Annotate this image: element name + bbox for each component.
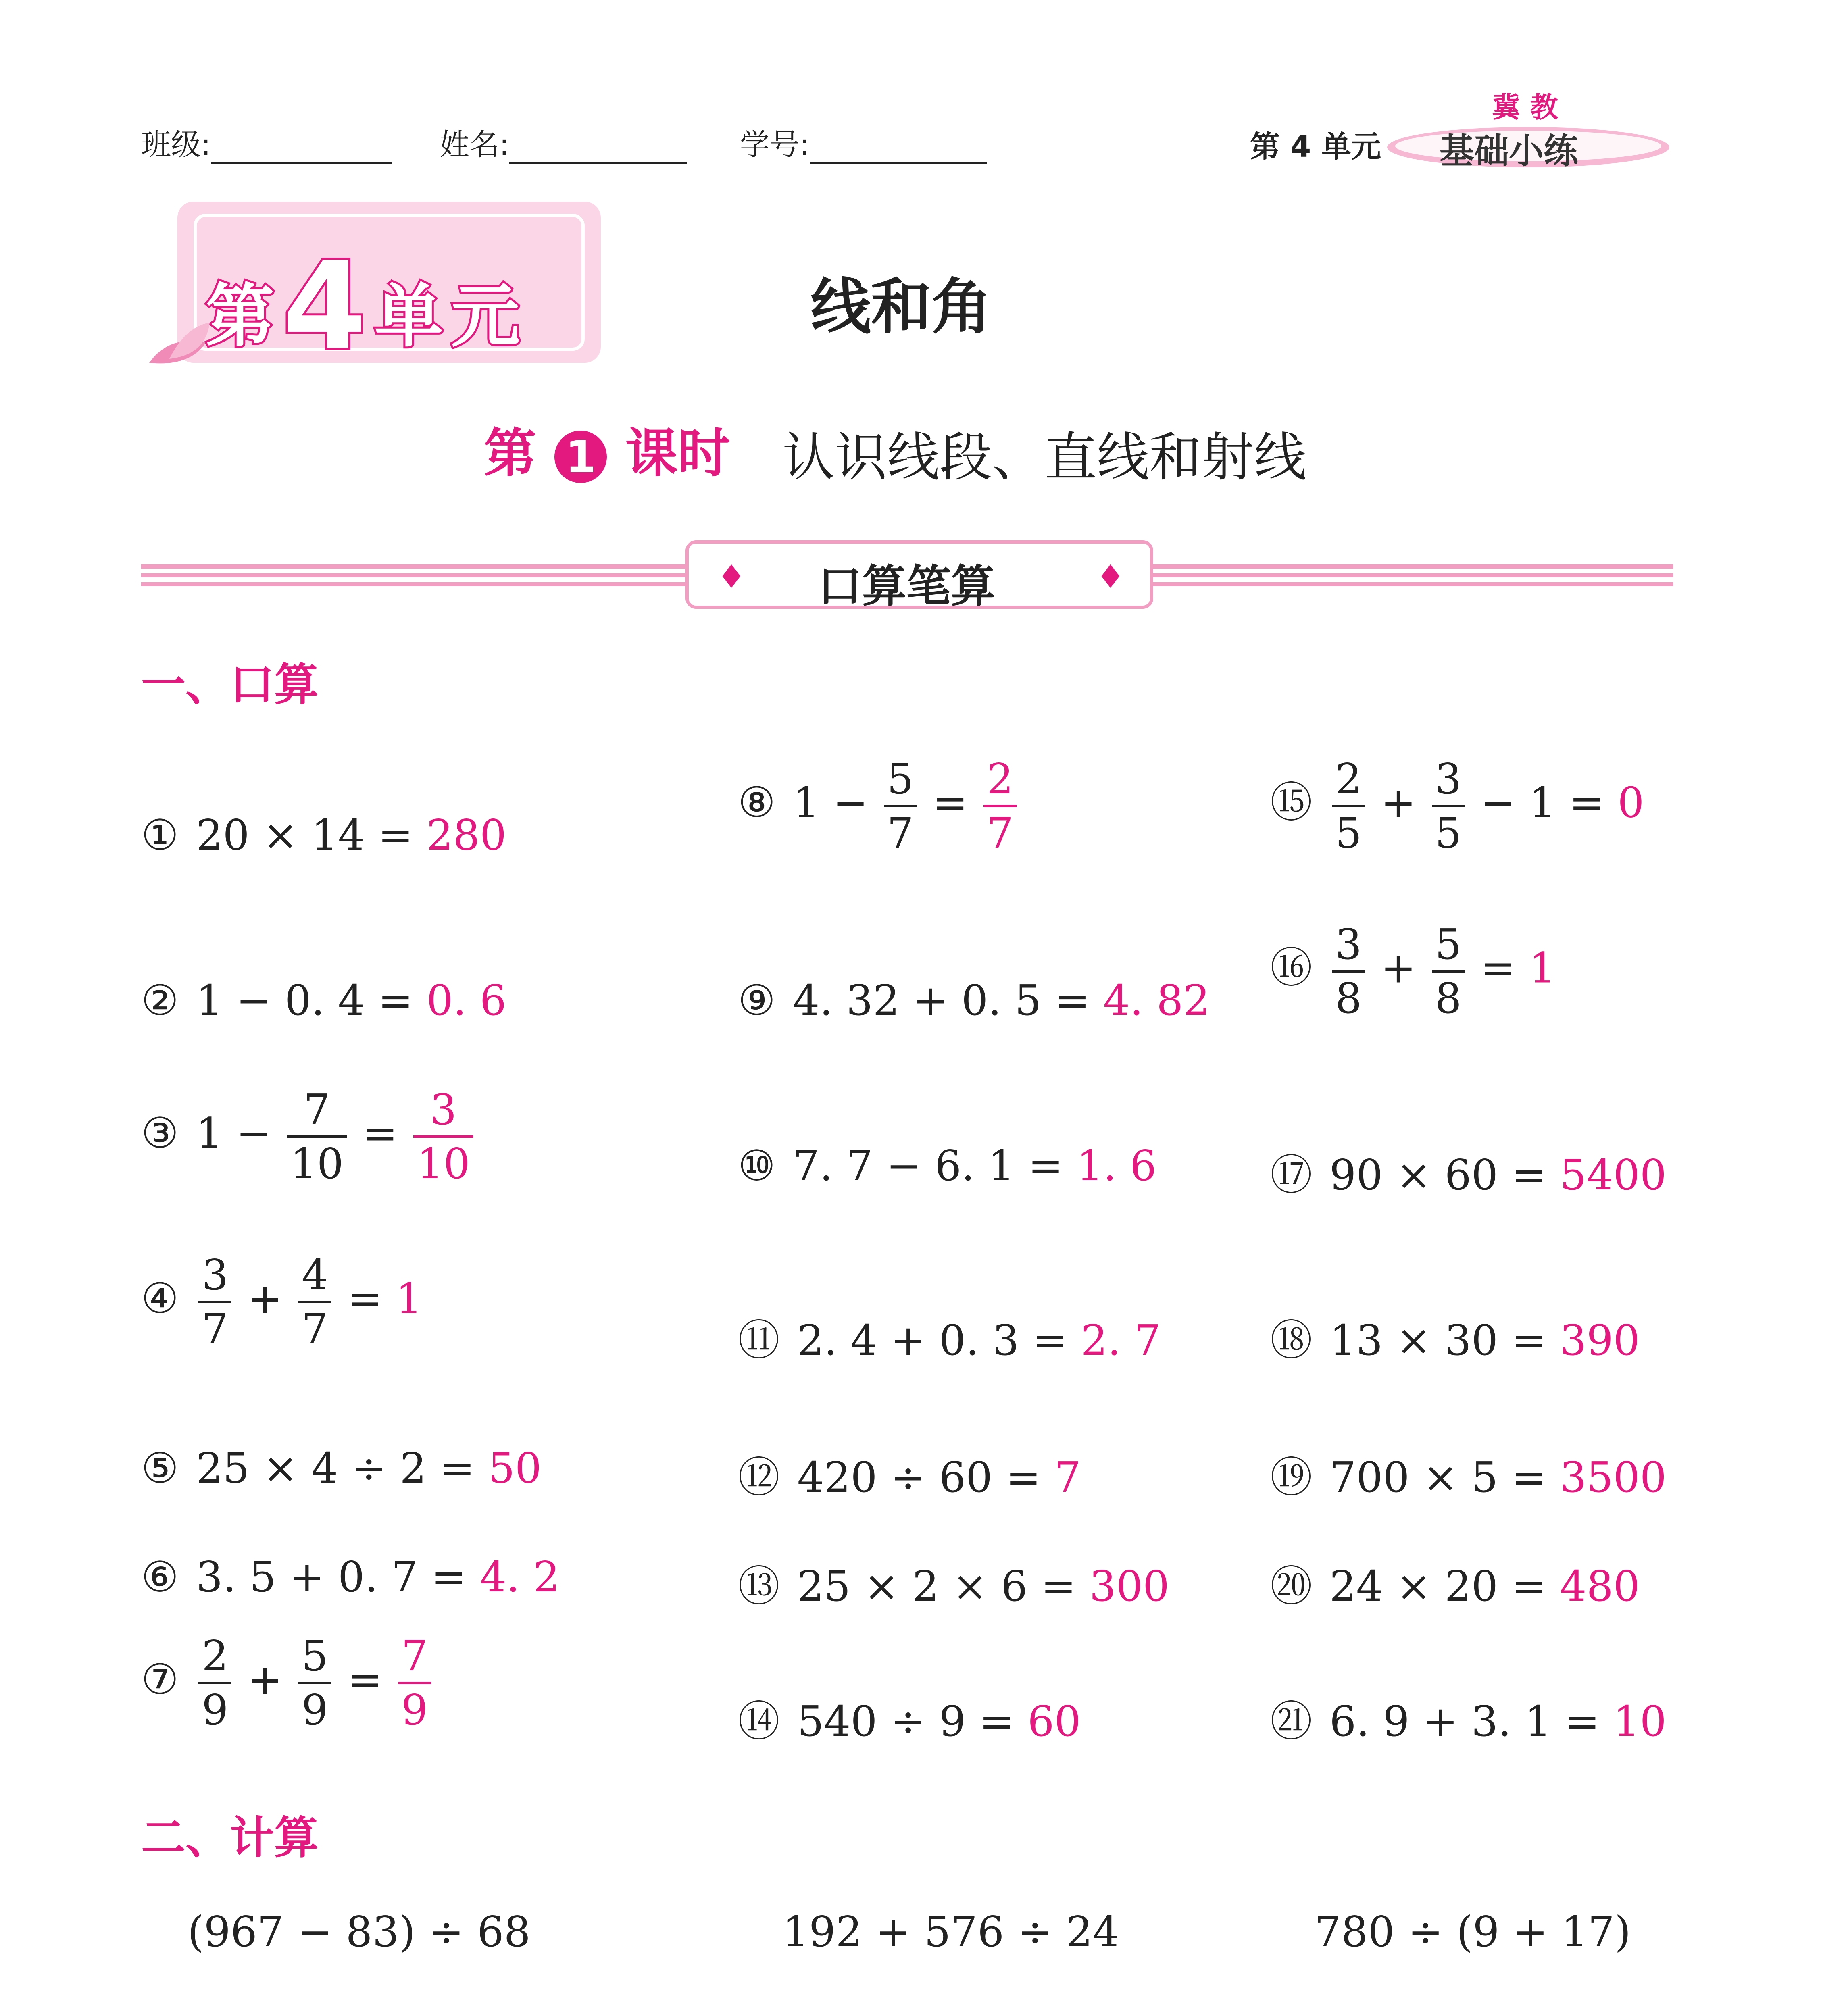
- expression: 4. 32 + 0. 5 =: [793, 976, 1090, 1025]
- answer: 390: [1560, 1316, 1640, 1365]
- oral-problem: [1270, 920, 1556, 1023]
- answer: 4. 2: [479, 1552, 560, 1602]
- oral-problem: [141, 1443, 542, 1493]
- id-label: 学号:: [740, 127, 810, 162]
- name-input-line[interactable]: [509, 133, 687, 164]
- answer: 1: [396, 1274, 423, 1323]
- oral-problem: [141, 1085, 476, 1188]
- equals: =: [347, 1655, 383, 1704]
- problem-number: ⑮: [1270, 778, 1313, 827]
- unit-badge: [177, 202, 601, 377]
- brand-logo: [1383, 121, 1673, 173]
- oral-problem: [738, 1306, 1161, 1367]
- section-band: [141, 558, 1673, 612]
- fraction: 2 9: [198, 1635, 231, 1731]
- answer: 60: [1027, 1697, 1081, 1746]
- problem-number: ⑲: [1270, 1453, 1313, 1502]
- problem-number: ⑳: [1270, 1562, 1313, 1611]
- oral-problem: [141, 1250, 423, 1354]
- expression: 540 ÷ 9 =: [797, 1697, 1015, 1746]
- oral-problem: [141, 810, 506, 860]
- expression: 6. 9 + 3. 1 =: [1329, 1697, 1600, 1746]
- class-field[interactable]: [141, 121, 392, 164]
- fraction: 5 8: [1432, 923, 1465, 1019]
- id-input-line[interactable]: [810, 133, 987, 164]
- expression: 2. 4 + 0. 3 =: [797, 1316, 1068, 1365]
- oral-problem: [738, 754, 1019, 858]
- name-field[interactable]: [440, 121, 687, 164]
- problem-number: ⑯: [1270, 943, 1313, 993]
- problem-number: ⑪: [738, 1316, 780, 1365]
- leaf-icon: [145, 319, 218, 375]
- answer: 3500: [1560, 1453, 1667, 1502]
- problem-number: ⑱: [1270, 1316, 1313, 1365]
- oral-problem: [141, 1631, 433, 1735]
- expression: 700 × 5 =: [1329, 1453, 1547, 1502]
- problem-number: ⑥: [141, 1552, 179, 1602]
- oral-problem: [1270, 1141, 1667, 1202]
- problem-number: ⑫: [738, 1453, 780, 1502]
- fraction: 7 10: [287, 1089, 347, 1185]
- oral-problem: [1270, 754, 1644, 858]
- fraction: 3 7: [198, 1254, 231, 1350]
- class-label: 班级:: [141, 127, 211, 162]
- problem-number: ⑰: [1270, 1150, 1313, 1200]
- oral-problem: [738, 976, 1210, 1025]
- answer: 4. 82: [1103, 976, 1210, 1025]
- answer-fraction: 2 7: [983, 758, 1017, 854]
- answer: 300: [1089, 1562, 1170, 1611]
- part2-heading: 二、计算: [141, 1812, 319, 1864]
- diamond-right-icon: ♦: [1096, 558, 1125, 596]
- problem-number: ①: [141, 810, 179, 860]
- expression: 1 − 0. 4 =: [196, 976, 413, 1025]
- oral-problem: [738, 1687, 1081, 1748]
- answer: 0: [1617, 778, 1644, 827]
- name-label: 姓名:: [440, 127, 509, 162]
- answer: 0. 6: [426, 976, 506, 1025]
- calc-question: 192 + 576 ÷ 24: [782, 1907, 1119, 1956]
- oral-problem: [1270, 1306, 1640, 1367]
- problem-number: ㉑: [1270, 1697, 1313, 1746]
- answer: 5400: [1560, 1150, 1667, 1200]
- expression-prefix: 1 −: [196, 1108, 271, 1158]
- expression-prefix: 1 −: [793, 778, 868, 827]
- expression: 7. 7 − 6. 1 =: [793, 1141, 1063, 1190]
- expression: 20 × 14 =: [196, 810, 413, 860]
- answer: 1. 6: [1076, 1141, 1157, 1190]
- problem-number: ⑤: [141, 1443, 179, 1493]
- oral-problem: [1270, 1552, 1640, 1613]
- problem-number: ⑩: [738, 1141, 776, 1190]
- calc-question: (967 − 83) ÷ 68: [188, 1907, 531, 1956]
- oral-problem: [738, 1141, 1156, 1190]
- answer: 10: [1613, 1697, 1667, 1746]
- expression: 90 × 60 =: [1329, 1150, 1547, 1200]
- answer: 280: [426, 810, 507, 860]
- fraction: 2 5: [1332, 758, 1365, 854]
- answer-fraction: 7 9: [398, 1635, 431, 1731]
- fraction: 5 9: [298, 1635, 331, 1731]
- brand-top: 冀 教: [1492, 91, 1558, 124]
- answer: 50: [488, 1443, 542, 1493]
- problem-number: ③: [141, 1108, 179, 1158]
- brand-name: 基础小练: [1440, 131, 1578, 171]
- oral-problem: [1270, 1687, 1667, 1748]
- answer-fraction: 3 10: [413, 1089, 473, 1185]
- section-title: 口算笔算: [818, 560, 995, 612]
- operator: +: [247, 1274, 283, 1323]
- oral-problem: [1270, 1443, 1667, 1504]
- part1-heading: 一、口算: [141, 659, 319, 710]
- expression: 25 × 4 ÷ 2 =: [196, 1443, 475, 1493]
- class-input-line[interactable]: [211, 133, 392, 164]
- operator: +: [247, 1655, 283, 1704]
- answer: 7: [1054, 1453, 1081, 1502]
- oral-problem: [141, 976, 506, 1025]
- expression: 13 × 30 =: [1329, 1316, 1547, 1365]
- oral-problem: [738, 1443, 1081, 1504]
- lesson-number-badge: 1: [554, 431, 607, 483]
- oral-problem: [738, 1552, 1169, 1613]
- section-title-box: [685, 540, 1153, 612]
- lesson-label: 第 1 课时: [484, 423, 730, 484]
- calc-question: 780 ÷ (9 + 17): [1315, 1907, 1631, 1956]
- problem-number: ⑦: [141, 1655, 179, 1704]
- fraction: 3 8: [1332, 923, 1365, 1019]
- problem-number: ⑧: [738, 778, 776, 827]
- answer: 480: [1560, 1562, 1640, 1611]
- unit-badge-text: 第4单元: [206, 236, 528, 377]
- expression: 25 × 2 × 6 =: [797, 1562, 1076, 1611]
- diamond-left-icon: ♦: [717, 558, 746, 596]
- equals: =: [932, 778, 968, 827]
- equals: =: [1480, 943, 1516, 993]
- answer: 2. 7: [1081, 1316, 1161, 1365]
- equals: =: [363, 1108, 398, 1158]
- problem-number: ②: [141, 976, 179, 1025]
- oral-problem: [141, 1552, 560, 1602]
- lesson-title: 认识线段、直线和射线: [782, 427, 1307, 488]
- id-field[interactable]: [740, 121, 987, 164]
- expression-suffix: − 1 =: [1480, 778, 1604, 827]
- operator: +: [1381, 943, 1416, 993]
- expression: 3. 5 + 0. 7 =: [196, 1552, 467, 1602]
- unit-title: 线和角: [810, 272, 992, 342]
- problem-number: ④: [141, 1274, 179, 1323]
- expression: 24 × 20 =: [1329, 1562, 1547, 1611]
- expression: 420 ÷ 60 =: [797, 1453, 1041, 1502]
- operator: +: [1381, 778, 1416, 827]
- problem-number: ⑨: [738, 976, 776, 1025]
- header-unit-label: 第 4 单元: [1250, 129, 1381, 164]
- fraction: 4 7: [298, 1254, 331, 1350]
- answer: 1: [1529, 943, 1556, 993]
- equals: =: [347, 1274, 383, 1323]
- problem-number: ⑭: [738, 1697, 780, 1746]
- fraction: 5 7: [884, 758, 917, 854]
- fraction: 3 5: [1432, 758, 1465, 854]
- problem-number: ⑬: [738, 1562, 780, 1611]
